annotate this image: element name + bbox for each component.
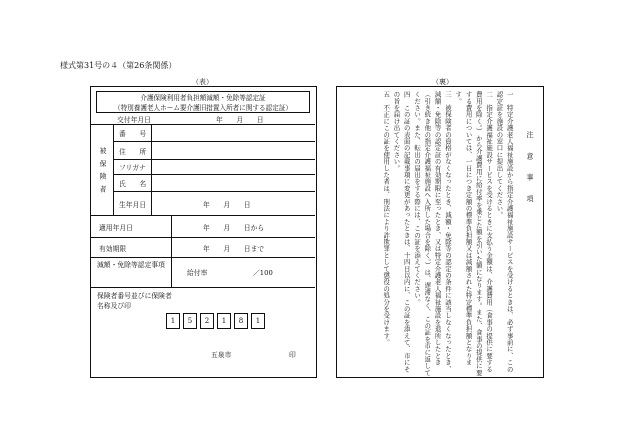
insurer-seal: 印 — [289, 351, 296, 359]
note-item-5: 五 不正にこの証を使用した者は、刑法により詐欺罪として懲役の処分を受けます。 — [382, 91, 391, 346]
insurer-digit: 8 — [234, 313, 248, 329]
valid-to-label: 有効期限 — [99, 245, 127, 253]
insured-name-label: 氏 名 — [119, 180, 147, 188]
insured-address-label: 住 所 — [119, 148, 147, 156]
back-side-label: （裏） — [432, 78, 453, 86]
notes — [381, 91, 535, 377]
insured-birth-label: 生年月日 — [119, 201, 147, 209]
certificate-title — [96, 91, 310, 113]
insured-number-label: 番 号 — [119, 130, 147, 138]
notes-title: 注 意 事 項 — [526, 131, 534, 208]
valid-to-value: 年 月 日まで — [203, 245, 265, 253]
certificate-back — [336, 86, 544, 378]
insurer-name: 五泉市 — [211, 351, 232, 359]
certificate-title-line-2: （特別養護老人ホーム要介護旧措置入所者に関する認定証） — [113, 104, 293, 112]
insured-label: 被保険者 — [98, 147, 106, 199]
issue-date-label: 交付年月日 — [117, 116, 151, 124]
benefit-rate-label: 給付率 — [187, 269, 208, 277]
benefit-rate-value: ／100 — [253, 269, 273, 277]
insurer-digit: 1 — [166, 313, 180, 329]
note-item-1: 一 特定介護老人福祉施設から指定介護福祉施設サービスを受けるときは、必ず事前に、この認定証を施設の窓口に提出してください。 — [495, 91, 514, 373]
issue-date-value: 年 月 日 — [216, 116, 264, 124]
insured-birth-value: 年 月 日 — [203, 201, 251, 209]
insurer-digit: 5 — [183, 313, 197, 329]
insurer-digit: 2 — [200, 313, 214, 329]
valid-from-label: 適用年月日 — [99, 224, 133, 232]
front-side-label: （表） — [192, 78, 213, 86]
insurer-label: 保険者番号並びに保険者名称及び印 — [97, 292, 172, 310]
insured-furigana-label: フリガナ — [119, 164, 146, 172]
insurer-digit: 1 — [217, 313, 231, 329]
note-item-4: 四 この証の表面の記載事項に変更があったときは、十四日以内に、この証を添えて、市にその旨を届け出てください。 — [392, 91, 411, 373]
certificate-front — [90, 86, 317, 378]
form-title: 様式第31号の４（第26条関係） — [60, 61, 177, 70]
certificate-title-line-1: 介護保険利用者負担額減額・免除等認定証 — [140, 94, 266, 102]
insurer-digit: 1 — [251, 313, 265, 329]
valid-from-value: 年 月 日から — [203, 224, 265, 232]
reduction-label: 減額・免除等認定事項 — [97, 261, 165, 269]
note-item-3: 三 被保険者の資格がなくなったとき、減額・免除等の認定の条件に該当しなくなったとき、減額・免除等の認定証の有効期限に至ったとき、又は特定介護老人福祉施設を退所したとき（引き続き他の指定介護福祉施設へ入所した場合を除く。）は、遅滞なく、この証を市に返してください。また、転出の届出をする際には、この証を添えてください。 — [413, 91, 452, 376]
note-item-2: 二 指定介護福祉施設サービスを受けるときに支払う金額は、介護費用（食事の提供に要する費用を除く。）から介護費用に給付率を乗じた額を引いた額になります。また、食事の提供に要する費用については、一日につき定額の標準負担額又は減額された特定標準負担額となります。 — [454, 91, 494, 376]
